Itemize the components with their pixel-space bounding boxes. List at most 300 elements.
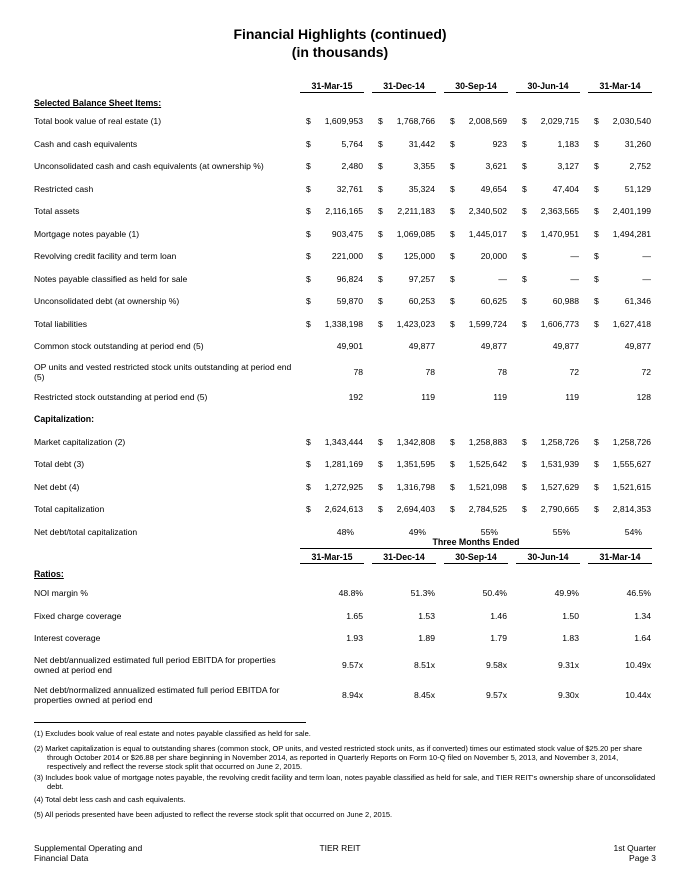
row-label: Total liabilities xyxy=(34,318,88,329)
currency-symbol: $ xyxy=(378,206,383,217)
currency-symbol: $ xyxy=(522,116,527,127)
value-cell xyxy=(368,110,440,133)
value-cell xyxy=(296,335,368,358)
table-row xyxy=(34,335,656,358)
table-row xyxy=(34,200,656,223)
value-text: — xyxy=(570,251,579,262)
value-cell xyxy=(512,582,584,605)
value-cell xyxy=(440,245,512,268)
value-text: 1.46 xyxy=(490,610,507,621)
row-label: Net debt/normalized annualized estimated full period EBITDA for properties owned at period end xyxy=(34,684,280,705)
value-cell xyxy=(296,178,368,201)
value-cell xyxy=(440,358,512,386)
currency-symbol: $ xyxy=(378,481,383,492)
period-header: 30-Sep-14 xyxy=(440,78,512,96)
currency-symbol: $ xyxy=(450,504,455,515)
currency-symbol: $ xyxy=(450,183,455,194)
value-text: 51.3% xyxy=(410,588,435,599)
value-text: 60,253 xyxy=(408,296,435,307)
currency-symbol: $ xyxy=(594,116,599,127)
value-text: 3,355 xyxy=(413,161,435,172)
currency-symbol: $ xyxy=(378,504,383,515)
value-cell xyxy=(584,223,656,246)
row-label: Total debt (3) xyxy=(34,459,85,470)
value-cell xyxy=(584,605,656,628)
value-cell xyxy=(296,605,368,628)
value-cell xyxy=(296,627,368,650)
value-cell xyxy=(512,453,584,476)
row-label: Restricted cash xyxy=(34,183,94,194)
value-cell xyxy=(296,453,368,476)
currency-symbol: $ xyxy=(450,436,455,447)
table-row xyxy=(34,313,656,336)
currency-symbol: $ xyxy=(450,459,455,470)
value-cell xyxy=(296,313,368,336)
value-cell xyxy=(584,133,656,156)
value-cell xyxy=(512,178,584,201)
currency-symbol: $ xyxy=(306,228,311,239)
row-label: Restricted stock outstanding at period end (5) xyxy=(34,391,208,402)
currency-symbol: $ xyxy=(378,318,383,329)
value-text: 1,258,883 xyxy=(468,436,507,447)
value-text: 1,338,198 xyxy=(324,318,363,329)
value-text: 1,525,642 xyxy=(468,459,507,470)
value-text: 72 xyxy=(641,366,651,377)
value-text: 2,030,540 xyxy=(612,116,651,127)
row-label: Mortgage notes payable (1) xyxy=(34,228,140,239)
currency-symbol: $ xyxy=(306,296,311,307)
value-cell xyxy=(440,155,512,178)
value-text: 119 xyxy=(493,391,507,402)
value-text: 46.5% xyxy=(626,588,651,599)
value-cell xyxy=(440,335,512,358)
value-text: 1,527,629 xyxy=(540,481,579,492)
currency-symbol: $ xyxy=(306,116,311,127)
value-cell xyxy=(584,155,656,178)
value-text: 1,342,808 xyxy=(396,436,435,447)
value-cell xyxy=(368,386,440,409)
value-cell xyxy=(584,582,656,605)
value-text: 9.31x xyxy=(557,659,579,670)
footer-center: TIER REIT xyxy=(319,843,361,853)
currency-symbol: $ xyxy=(378,459,383,470)
value-cell xyxy=(512,627,584,650)
currency-symbol: $ xyxy=(450,273,455,284)
value-text: 1,069,085 xyxy=(396,228,435,239)
value-cell xyxy=(296,431,368,454)
currency-symbol: $ xyxy=(378,183,383,194)
table-row xyxy=(34,268,656,291)
section-heading: Selected Balance Sheet Items: xyxy=(34,98,162,108)
value-text: 96,824 xyxy=(336,273,363,284)
value-cell xyxy=(584,313,656,336)
value-cell xyxy=(512,605,584,628)
currency-symbol: $ xyxy=(378,436,383,447)
table-row xyxy=(34,245,656,268)
value-text: — xyxy=(570,273,579,284)
value-text: 32,761 xyxy=(336,183,363,194)
currency-symbol: $ xyxy=(522,228,527,239)
value-text: 1,423,023 xyxy=(396,318,435,329)
table-row xyxy=(34,680,656,710)
value-cell xyxy=(584,110,656,133)
value-text: 8.51x xyxy=(413,659,435,670)
table-row xyxy=(34,110,656,133)
value-cell xyxy=(296,680,368,710)
value-cell xyxy=(296,223,368,246)
value-cell xyxy=(512,680,584,710)
currency-symbol: $ xyxy=(522,318,527,329)
value-cell xyxy=(296,358,368,386)
value-cell xyxy=(440,133,512,156)
value-cell xyxy=(584,178,656,201)
value-text: 61,346 xyxy=(624,296,651,307)
currency-symbol: $ xyxy=(378,138,383,149)
value-text: 48% xyxy=(336,526,354,537)
value-text: — xyxy=(642,273,651,284)
value-cell xyxy=(368,223,440,246)
row-label: Unconsolidated cash and cash equivalents (at ownership %) xyxy=(34,161,264,172)
value-cell xyxy=(512,290,584,313)
value-text: 923 xyxy=(492,138,507,149)
value-cell xyxy=(296,582,368,605)
row-label: OP units and vested restricted stock units outstanding at period end (5) xyxy=(34,361,292,382)
value-text: 1.93 xyxy=(346,633,363,644)
value-text: 3,621 xyxy=(485,161,507,172)
value-text: 1,768,766 xyxy=(396,116,435,127)
value-cell xyxy=(440,453,512,476)
value-cell xyxy=(512,431,584,454)
value-cell xyxy=(512,650,584,680)
currency-symbol: $ xyxy=(450,206,455,217)
value-cell xyxy=(440,498,512,521)
value-text: 9.57x xyxy=(485,689,507,700)
value-text: 49,901 xyxy=(336,341,363,352)
value-cell xyxy=(512,155,584,178)
value-text: 1,258,726 xyxy=(540,436,579,447)
table-row xyxy=(34,386,656,409)
value-text: 2,784,525 xyxy=(468,504,507,515)
value-text: 1,183 xyxy=(557,138,579,149)
value-cell xyxy=(584,627,656,650)
value-cell xyxy=(440,650,512,680)
row-label: Interest coverage xyxy=(34,633,101,644)
currency-symbol: $ xyxy=(594,436,599,447)
value-cell xyxy=(296,245,368,268)
currency-symbol: $ xyxy=(378,161,383,172)
value-text: 60,625 xyxy=(480,296,507,307)
value-cell xyxy=(512,245,584,268)
value-cell xyxy=(512,335,584,358)
value-text: 2,401,199 xyxy=(612,206,651,217)
value-cell xyxy=(368,476,440,499)
value-cell xyxy=(584,431,656,454)
value-text: 1.50 xyxy=(562,610,579,621)
value-text: 1,272,925 xyxy=(324,481,363,492)
value-cell xyxy=(584,453,656,476)
value-text: 2,116,165 xyxy=(325,206,363,217)
value-text: 1.65 xyxy=(346,610,363,621)
value-cell xyxy=(512,268,584,291)
value-cell xyxy=(440,476,512,499)
value-cell xyxy=(440,627,512,650)
value-text: 2,624,613 xyxy=(324,504,363,515)
value-text: 1.64 xyxy=(634,633,651,644)
currency-symbol: $ xyxy=(450,116,455,127)
row-label: Revolving credit facility and term loan xyxy=(34,251,177,262)
value-text: 35,324 xyxy=(408,183,435,194)
currency-symbol: $ xyxy=(594,318,599,329)
value-text: 192 xyxy=(348,391,363,402)
page-subtitle: (in thousands) xyxy=(291,44,389,60)
value-text: 54% xyxy=(624,526,642,537)
currency-symbol: $ xyxy=(306,481,311,492)
currency-symbol: $ xyxy=(378,228,383,239)
value-text: 20,000 xyxy=(480,251,507,262)
value-cell xyxy=(296,290,368,313)
value-text: 1.34 xyxy=(634,610,651,621)
currency-symbol: $ xyxy=(594,206,599,217)
value-text: 55% xyxy=(552,526,570,537)
value-cell xyxy=(296,386,368,409)
period-header: 30-Jun-14 xyxy=(512,550,584,566)
value-cell xyxy=(440,431,512,454)
currency-symbol: $ xyxy=(306,251,311,262)
value-text: 2,694,403 xyxy=(396,504,435,515)
value-text: 3,127 xyxy=(557,161,579,172)
currency-symbol: $ xyxy=(306,459,311,470)
period-header: 31-Dec-14 xyxy=(368,78,440,96)
value-cell xyxy=(368,200,440,223)
value-cell xyxy=(296,110,368,133)
value-text: 51,129 xyxy=(624,183,651,194)
footnote-2: (2) Market capitalization is equal to outstanding shares (common stock, OP units, and vested restricted stock units, as if converted) times our estimated stock value of $25.20 per share through October 2014 or $26.88 per share beginning in November 2014, as reported in Quarterly Reports on Form 10-Q filed on November 5, 2013, and November 3, 2014, respectively and reflect the reverse stock split that occurred on June 2, 2015. xyxy=(34,744,643,771)
value-text: 1,521,098 xyxy=(468,481,507,492)
table-row xyxy=(34,178,656,201)
value-cell xyxy=(440,605,512,628)
value-text: 10.49x xyxy=(625,659,651,670)
value-cell xyxy=(368,582,440,605)
currency-symbol: $ xyxy=(522,296,527,307)
table-row xyxy=(34,498,656,521)
footnote-4: (4) Total debt less cash and cash equivalents. xyxy=(34,795,186,804)
header-spacer xyxy=(34,78,296,96)
value-text: 47,404 xyxy=(552,183,579,194)
value-text: 97,257 xyxy=(408,273,435,284)
value-text: 1.89 xyxy=(418,633,435,644)
footer-left: Supplemental Operating and Financial Data xyxy=(34,843,143,863)
section-heading: Capitalization: xyxy=(34,414,95,425)
value-text: 49% xyxy=(408,526,426,537)
table-row xyxy=(34,476,656,499)
value-text: 2,008,569 xyxy=(468,116,507,127)
value-text: 49,877 xyxy=(552,341,579,352)
currency-symbol: $ xyxy=(306,206,311,217)
currency-symbol: $ xyxy=(594,481,599,492)
value-cell xyxy=(512,133,584,156)
value-text: 1,351,595 xyxy=(396,459,435,470)
value-cell xyxy=(440,178,512,201)
value-text: 1,606,773 xyxy=(540,318,579,329)
table-row xyxy=(34,582,656,605)
value-text: 31,260 xyxy=(624,138,651,149)
value-cell xyxy=(512,313,584,336)
row-label: Common stock outstanding at period end (5) xyxy=(34,341,204,352)
value-text: 1,521,615 xyxy=(612,481,651,492)
value-text: 1,599,724 xyxy=(468,318,507,329)
currency-symbol: $ xyxy=(450,481,455,492)
period-header: 30-Jun-14 xyxy=(512,78,584,96)
value-text: 1,316,798 xyxy=(396,481,435,492)
value-cell xyxy=(368,335,440,358)
value-cell xyxy=(584,358,656,386)
table-row xyxy=(34,605,656,628)
currency-symbol: $ xyxy=(522,161,527,172)
value-cell xyxy=(512,358,584,386)
value-text: 1,445,017 xyxy=(468,228,507,239)
value-text: 1,343,444 xyxy=(324,436,363,447)
value-text: 10.44x xyxy=(625,689,651,700)
value-text: 49,877 xyxy=(408,341,435,352)
value-cell xyxy=(296,650,368,680)
currency-symbol: $ xyxy=(594,273,599,284)
value-cell xyxy=(584,268,656,291)
value-cell xyxy=(584,290,656,313)
currency-symbol: $ xyxy=(522,436,527,447)
table-row xyxy=(34,133,656,156)
value-text: 9.57x xyxy=(341,659,363,670)
value-cell xyxy=(584,335,656,358)
currency-symbol: $ xyxy=(450,228,455,239)
value-cell xyxy=(440,582,512,605)
currency-symbol: $ xyxy=(378,296,383,307)
value-cell xyxy=(368,155,440,178)
value-text: 128 xyxy=(636,391,651,402)
value-text: 1,555,627 xyxy=(612,459,651,470)
value-cell xyxy=(368,650,440,680)
value-text: 59,870 xyxy=(336,296,363,307)
currency-symbol: $ xyxy=(594,138,599,149)
value-text: 1.53 xyxy=(418,610,435,621)
row-label: Market capitalization (2) xyxy=(34,436,126,447)
value-text: — xyxy=(642,251,651,262)
currency-symbol: $ xyxy=(306,504,311,515)
row-label: Net debt/annualized estimated full period EBITDA for properties owned at period end xyxy=(34,654,276,675)
row-label: Cash and cash equivalents xyxy=(34,138,138,149)
currency-symbol: $ xyxy=(522,481,527,492)
value-text: 49,654 xyxy=(480,183,507,194)
value-text: 49,877 xyxy=(480,341,507,352)
value-cell xyxy=(296,200,368,223)
footnote-divider xyxy=(34,722,306,723)
section-heading: Ratios: xyxy=(34,569,64,579)
currency-symbol: $ xyxy=(450,296,455,307)
currency-symbol: $ xyxy=(522,138,527,149)
currency-symbol: $ xyxy=(450,161,455,172)
currency-symbol: $ xyxy=(522,504,527,515)
currency-symbol: $ xyxy=(522,206,527,217)
value-cell xyxy=(296,268,368,291)
footnote-1: (1) Excludes book value of real estate and notes payable classified as held for sale. xyxy=(34,729,311,738)
value-cell xyxy=(368,245,440,268)
value-cell xyxy=(368,268,440,291)
value-cell xyxy=(368,358,440,386)
value-text: 5,764 xyxy=(341,138,363,149)
currency-symbol: $ xyxy=(450,318,455,329)
value-cell xyxy=(512,386,584,409)
value-text: 49,877 xyxy=(624,341,651,352)
period-header: 31-Mar-14 xyxy=(584,78,656,96)
row-label: Total assets xyxy=(34,206,80,217)
table-row xyxy=(34,290,656,313)
currency-symbol: $ xyxy=(378,251,383,262)
value-text: 9.30x xyxy=(557,689,579,700)
value-cell xyxy=(440,680,512,710)
table-row xyxy=(34,223,656,246)
value-cell xyxy=(512,223,584,246)
value-text: 2,363,565 xyxy=(540,206,579,217)
currency-symbol: $ xyxy=(594,459,599,470)
currency-symbol: $ xyxy=(594,251,599,262)
value-text: 1,609,953 xyxy=(324,116,363,127)
value-cell xyxy=(368,313,440,336)
value-text: 119 xyxy=(421,391,435,402)
value-text: 9.58x xyxy=(485,659,507,670)
value-cell xyxy=(512,110,584,133)
value-cell xyxy=(296,476,368,499)
value-text: 221,000 xyxy=(331,251,363,262)
row-label: Unconsolidated debt (at ownership %) xyxy=(34,296,180,307)
value-cell xyxy=(440,268,512,291)
currency-symbol: $ xyxy=(450,138,455,149)
table-row xyxy=(34,155,656,178)
value-text: 49.9% xyxy=(554,588,579,599)
value-cell xyxy=(584,386,656,409)
value-cell xyxy=(512,200,584,223)
value-text: 1,281,169 xyxy=(324,459,363,470)
currency-symbol: $ xyxy=(378,273,383,284)
value-text: 2,480 xyxy=(341,161,363,172)
value-cell xyxy=(368,498,440,521)
value-text: 1.83 xyxy=(562,633,579,644)
value-text: 31,442 xyxy=(408,138,435,149)
value-cell xyxy=(368,290,440,313)
page-title: Financial Highlights (continued) xyxy=(233,26,447,42)
currency-symbol: $ xyxy=(306,161,311,172)
value-text: 1,494,281 xyxy=(612,228,651,239)
period-header: 31-Mar-15 xyxy=(296,550,368,566)
period-header: 31-Mar-14 xyxy=(584,550,656,566)
currency-symbol: $ xyxy=(522,251,527,262)
currency-symbol: $ xyxy=(378,116,383,127)
value-cell xyxy=(440,223,512,246)
value-cell xyxy=(440,386,512,409)
period-header: 31-Mar-15 xyxy=(296,78,368,96)
value-text: 1,470,951 xyxy=(540,228,579,239)
balance-sheet-table xyxy=(34,78,656,543)
row-label: Net debt/total capitalization xyxy=(34,526,138,537)
currency-symbol: $ xyxy=(306,318,311,329)
currency-symbol: $ xyxy=(306,183,311,194)
row-label: Fixed charge coverage xyxy=(34,610,122,621)
value-text: 8.45x xyxy=(413,689,435,700)
value-text: 48.8% xyxy=(338,588,363,599)
currency-symbol: $ xyxy=(594,504,599,515)
footnote-5: (5) All periods presented have been adjusted to reflect the reverse stock split that occurred on June 2, 2015. xyxy=(34,810,393,819)
value-cell xyxy=(368,605,440,628)
row-label: NOI margin % xyxy=(34,588,88,599)
value-cell xyxy=(368,627,440,650)
